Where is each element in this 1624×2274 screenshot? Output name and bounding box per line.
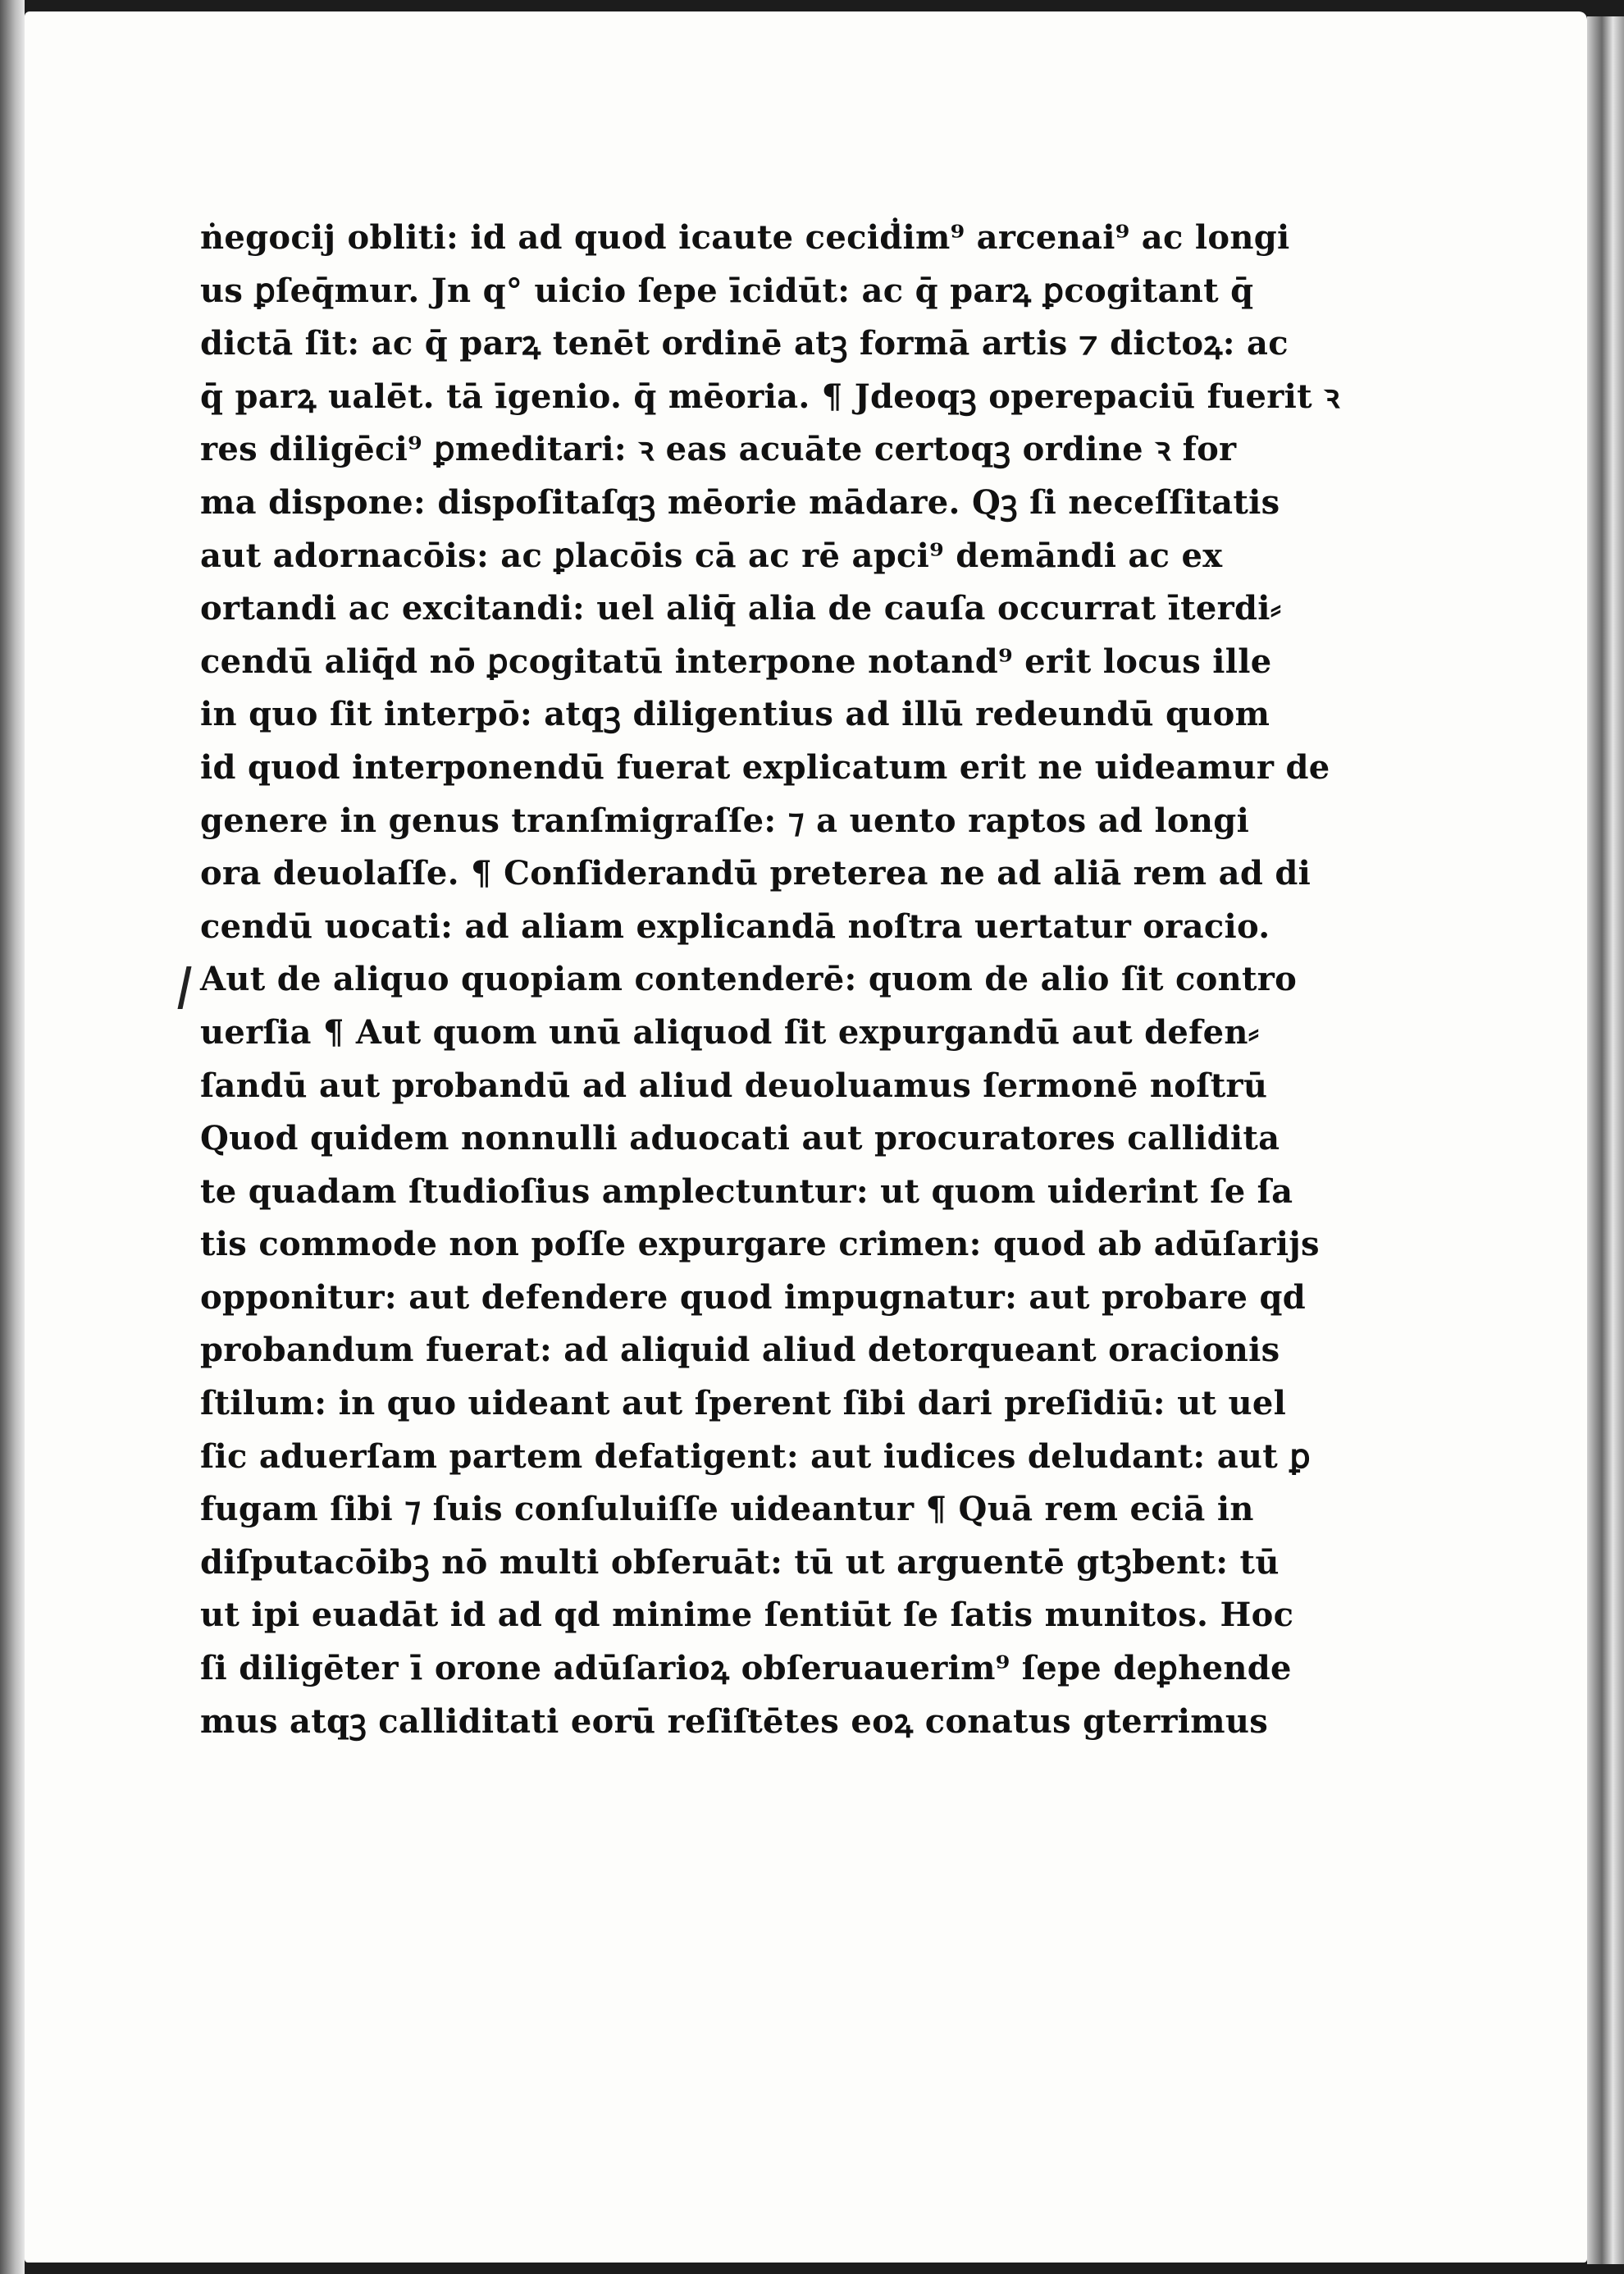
text-line: genere in genus tranſmigraſſe: ⁊ a uento raptos ad longi: [200, 801, 1250, 840]
page-stack-edge: [1587, 16, 1624, 2264]
text-line: ora deuolaſſe. ¶ Conſiderandū preterea ne ad aliā rem ad di: [200, 854, 1312, 893]
text-line: Aut de aliquo quopiam contenderē: quom de alio ſit contro: [200, 960, 1298, 999]
text-block: [200, 212, 1340, 1748]
text-line: te quadam ſtudioſius amplectuntur: ut quom uiderint ſe ſa: [200, 1171, 1293, 1211]
text-line: q̄ parꝝ ualēt. tā īgenio. q̄ mēoria. ¶ Jdeoqꝫ operepaciū fuerit ꝛ: [200, 377, 1340, 416]
text-line: ma dispone: dispoſitaſqꝫ mēorie mādare. Qꝫ ſi neceſſitatis: [200, 482, 1280, 522]
text-line: ſic aduerſam partem defatigent: aut iudices deludant: aut ꝑ: [200, 1436, 1311, 1476]
text-line: probandum fuerat: ad aliquid aliud detorqueant oracionis: [200, 1331, 1280, 1370]
text-line: cendū aliq̄d nō ꝑcogitatū interpone notand⁹ erit locus ille: [200, 642, 1272, 681]
text-line: Quod quidem nonnulli aduocati aut procuratores callidita: [200, 1119, 1280, 1158]
text-line: ut ipi euadāt id ad qd minime ſentiūt ſe ſatis munitos. Hoc: [200, 1596, 1294, 1635]
text-line: mus atqꝫ calliditati eorū reſiſtētes eoꝝ conatus gterrimus: [200, 1701, 1269, 1741]
binding-edge: [0, 0, 25, 2274]
text-line: res diligēci⁹ ꝑmeditari: ꝛ eas acuāte certoqꝫ ordine ꝛ for: [200, 430, 1237, 469]
text-line: cendū uocati: ad aliam explicandā noſtra uertatur oracio.: [200, 906, 1270, 946]
text-line: us ꝑſeq̄mur. Jn q° uicio ſepe īcidūt: ac q̄ parꝝ ꝑcogitant q̄: [200, 271, 1254, 310]
text-line: aut adornacōis: ac ꝑlacōis cā ac rē apci⁹ demāndi ac ex: [200, 536, 1223, 575]
text-line: ortandi ac excitandi: uel aliq̄ alia de cauſa occurrat īterdi⸗: [200, 589, 1282, 628]
text-line: ſi diligēter ī orone adūſarioꝝ obſeruauerim⁹ ſepe deꝑhende: [200, 1649, 1292, 1688]
text-line: fugam ſibi ⁊ ſuis conſuluiſſe uideantur ¶ Quā rem eciā in: [200, 1490, 1254, 1529]
text-line: tis commode non poſſe expurgare crimen: quod ab adūſarijs: [200, 1225, 1320, 1264]
text-line: uerſia ¶ Aut quom unū aliquod ſit expurgandū aut defen⸗: [200, 1012, 1260, 1052]
text-line: id quod interponendū fuerat explicatum erit ne uideamur de: [200, 747, 1330, 787]
text-line: ſtilum: in quo uideant aut ſperent ſibi dari preſidiū: ut uel: [200, 1384, 1287, 1423]
text-line: in quo ſit interpō: atqꝫ diligentius ad illū redeundū quom: [200, 695, 1270, 734]
text-line: diſputacōibꝫ nō multi obſeruāt: tū ut arguentē gtꝫbent: tū: [200, 1542, 1280, 1582]
text-line: opponitur: aut defendere quod impugnatur: aut probare qd: [200, 1277, 1307, 1317]
text-line: ṅegocij obliti: id ad quod icaute ceciḋim⁹ arcenai⁹ ac longi: [200, 218, 1290, 257]
text-line: ſandū aut probandū ad aliud deuoluamus ſermonē noſtrū: [200, 1066, 1268, 1105]
text-line: dictā ſit: ac q̄ parꝝ tenēt ordinē atꝫ formā artis ⁊ dictoꝝ: ac: [200, 324, 1289, 363]
